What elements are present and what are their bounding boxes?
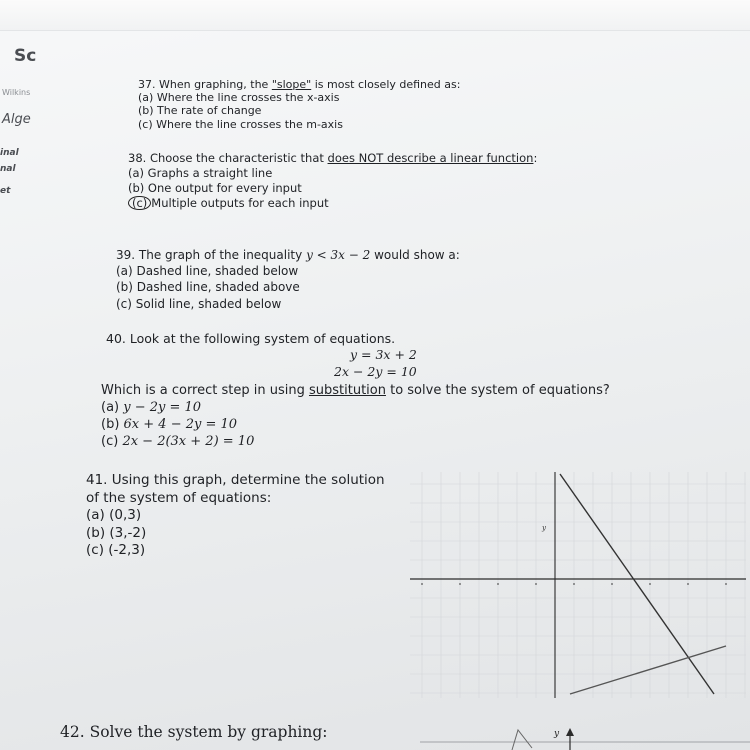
question-37-option-a: (a) Where the line crosses the x-axis	[138, 91, 340, 105]
question-41-stem-line-1: 41. Using this graph, determine the solution	[86, 472, 385, 488]
system-of-equations-graph	[408, 470, 750, 702]
x-axis-tick-mark	[611, 583, 613, 585]
question-38-option-c	[128, 196, 537, 211]
q40-substitution-underlined: substitution	[308, 383, 386, 398]
q37-slope-underlined: "slope"	[271, 78, 312, 91]
q38-stem-underlined: does NOT describe a linear function	[327, 151, 534, 165]
question-39-stem	[116, 247, 460, 263]
q40-option-b-label: (b)	[101, 416, 124, 432]
margin-text-nal: nal	[0, 164, 16, 174]
question-38-stem	[128, 151, 537, 166]
question-41-option-b: (b) (3,-2)	[86, 524, 147, 541]
increasing-line	[570, 646, 726, 694]
question-40-ask	[101, 383, 610, 451]
decreasing-line	[560, 474, 714, 694]
question-39-option-b: (b) Dashed line, shaded above	[116, 280, 300, 295]
q38-stem-post: :	[533, 151, 538, 165]
q40-option-c-math: 2x − 2(3x + 2) = 10	[122, 433, 255, 449]
margin-text-et: et	[0, 186, 11, 196]
q42-pencil-mark	[512, 730, 532, 750]
question-39-option-c: (c) Solid line, shaded below	[116, 296, 282, 311]
question-42-graph-partial	[420, 722, 750, 750]
q38-stem-pre: 38. Choose the characteristic that	[128, 151, 328, 165]
q40-option-b-math: 6x + 4 − 2y = 10	[123, 416, 238, 432]
question-42-stem: 42. Solve the system by graphing:	[60, 723, 328, 741]
question-37-option-b: (b) The rate of change	[138, 104, 262, 118]
graph-y-axis-label: y	[542, 524, 546, 532]
question-40	[106, 331, 417, 380]
question-37-option-c: (c) Where the line crosses the m-axis	[138, 117, 343, 131]
graph-grid	[410, 472, 746, 698]
margin-text-sc: Sc	[14, 46, 37, 66]
page-top-fold	[0, 0, 750, 31]
question-40-equation-1: y = 3x + 2	[350, 347, 417, 363]
question-40-option-b	[101, 417, 610, 434]
question-40-option-a	[101, 400, 610, 417]
x-axis-tick-mark	[535, 583, 537, 585]
question-37-stem	[138, 78, 460, 91]
q42-y-axis-label: y	[554, 729, 560, 739]
x-axis-tick-mark	[421, 583, 423, 585]
question-40-option-c	[101, 434, 610, 451]
x-axis-tick-mark	[573, 583, 575, 585]
x-axis-tick-mark	[725, 583, 727, 585]
x-axis-tick-mark	[459, 583, 461, 585]
q39-stem-pre: 39. The graph of the inequality	[116, 248, 307, 262]
q40-ask-post: to solve the system of equations?	[385, 383, 610, 398]
x-axis-tick-mark	[687, 583, 689, 585]
x-axis-tick-mark	[649, 583, 651, 585]
question-37	[138, 78, 460, 131]
question-41-stem-line-2: of the system of equations:	[86, 489, 272, 506]
question-40-equation-2: 2x − 2y = 10	[334, 363, 417, 379]
margin-text-alge: Alge	[2, 112, 31, 127]
margin-text-wilkins: Wilkins	[2, 88, 31, 97]
q40-option-a-label: (a)	[101, 399, 124, 415]
question-38	[128, 151, 537, 211]
question-38-option-b: (b) One output for every input	[128, 180, 302, 195]
q42-y-axis-arrow	[566, 728, 574, 736]
question-39-option-a: (a) Dashed line, shaded below	[116, 264, 299, 279]
circled-answer-mark: (c)	[128, 196, 151, 211]
question-39	[116, 247, 460, 312]
q39-stem-post: would show a:	[370, 248, 460, 262]
question-41-option-a: (a) (0,3)	[86, 507, 142, 524]
q39-inequality: y < 3x − 2	[306, 248, 371, 262]
question-38-option-a: (a) Graphs a straight line	[128, 165, 273, 180]
question-40-stem: 40. Look at the following system of equations.	[106, 331, 396, 346]
question-41-option-c: (c) (-2,3)	[86, 542, 146, 559]
q40-option-a-math: y − 2y = 10	[123, 399, 202, 415]
q37-stem-post: is most closely defined as:	[311, 78, 461, 91]
q38-option-c-text: Multiple outputs for each input	[151, 195, 329, 210]
question-40-prompt	[101, 383, 610, 400]
q37-stem-pre: 37. When graphing, the	[138, 78, 272, 91]
x-axis-tick-mark	[497, 583, 499, 585]
question-41	[86, 472, 385, 560]
q40-option-c-label: (c)	[101, 433, 123, 449]
q40-ask-pre: Which is a correct step in using	[101, 383, 309, 398]
margin-text-inal: inal	[0, 148, 19, 158]
